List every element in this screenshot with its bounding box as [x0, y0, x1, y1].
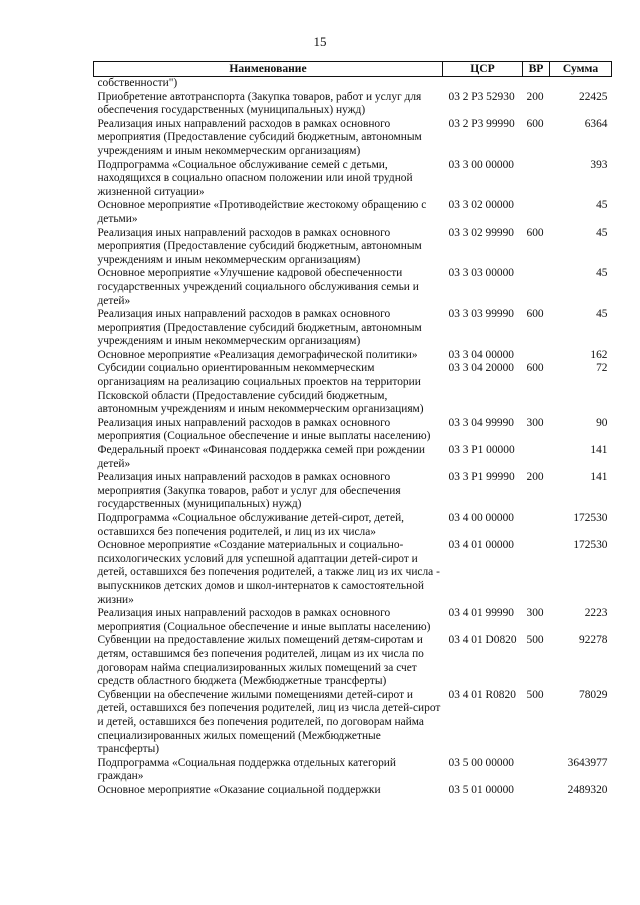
row-vr [523, 757, 550, 784]
row-vr [523, 784, 550, 798]
table-row [94, 349, 612, 363]
table-row [94, 689, 612, 757]
row-name: Субвенции на обеспечение жилыми помещениями детей-сирот и детей, оставшихся без попечения родителей, лиц из числа детей-сирот и детей, оставшихся без попечения родителей, по договорам найма специализированных жилых помещений (Межбюджетные трансферты) [97, 688, 441, 756]
table-header-row [94, 62, 612, 77]
row-sum: 172530 [573, 539, 608, 552]
row-name: Подпрограмма «Социальное обслуживание детей-сирот, детей, оставшихся без попечения родителей, и лиц из их числа» [97, 512, 405, 538]
row-name: Субвенции на предоставление жилых помещений детям-сиротам и детям, оставшимся без попечения родителей, лицам из их числа по договорам найма специализированных жилых помещений за счет средств областного бюджета (Межбюджетные трансферты) [97, 634, 424, 688]
row-csr: 03 3 02 00000 [448, 199, 514, 212]
row-vr: 300 [526, 607, 544, 620]
table-row [94, 444, 612, 471]
table-row [94, 118, 612, 159]
row-vr: 200 [526, 90, 544, 103]
row-name: Реализация иных направлений расходов в рамках основного мероприятия (Социальное обеспечение и иные выплаты населению) [97, 416, 431, 443]
row-sum: 22425 [579, 90, 608, 103]
row-name: Подпрограмма «Социальное обслуживание семей с детьми, находящихся в социально опасном положении или иной трудной жизненной ситуации» [97, 158, 413, 198]
row-name: Подпрограмма «Социальная поддержка отдельных категорий граждан» [97, 756, 396, 783]
row-sum: 45 [596, 226, 608, 239]
row-sum: 393 [590, 158, 608, 171]
row-csr: 03 4 00 00000 [448, 512, 514, 524]
row-name: Реализация иных направлений расходов в рамках основного мероприятия (Социальное обеспечение и иные выплаты населению) [97, 607, 431, 633]
table-row [94, 757, 612, 784]
row-name: Основное мероприятие «Создание материальных и социально-психологических условий для успешной адаптации детей-сирот и детей, оставшихся без попечения родителей, а также лиц из их числа - выпускников детских домов и школ-интернатов к самостоятельной жизни» [97, 539, 440, 606]
row-vr [523, 199, 550, 226]
row-sum: 92278 [579, 634, 608, 647]
row-sum: 90 [596, 416, 608, 429]
row-sum: 162 [590, 348, 608, 361]
row-sum: 78029 [579, 688, 608, 701]
row-csr: 03 5 01 00000 [448, 783, 514, 796]
row-name: Основное мероприятие «Реализация демографической политики» [97, 348, 418, 361]
table-row [94, 512, 612, 539]
table-row [94, 267, 612, 308]
row-csr: 03 3 P1 00000 [448, 444, 515, 457]
table-row [94, 607, 612, 634]
table-row [94, 308, 612, 349]
row-name: Основное мероприятие «Оказание социальной поддержки [97, 783, 381, 796]
row-sum: 172530 [573, 512, 608, 524]
row-vr: 500 [526, 688, 544, 701]
row-sum: 45 [596, 308, 608, 321]
row-name: Субсидии социально ориентированным некоммерческим организациям на реализацию социальных проектов на территории Псковской области (Предоставление субсидий бюджетным, автономным учреждениям и иным некоммерческим организациям) [97, 362, 424, 416]
row-vr: 300 [526, 416, 544, 429]
row-name: Реализация иных направлений расходов в рамках основного мероприятия (Предоставление субсидий бюджетным, автономным учреждениям и иным некоммерческим организациям) [97, 308, 422, 348]
row-vr [523, 539, 550, 607]
row-sum: 2489320 [567, 783, 608, 796]
row-csr: 03 3 03 99990 [448, 308, 514, 321]
row-name: Реализация иных направлений расходов в рамках основного мероприятия (Предоставление субсидий бюджетным, автономным учреждениям и иным некоммерческим организациям) [97, 117, 422, 157]
row-name: Приобретение автотранспорта (Закупка товаров, работ и услуг для обеспечения государственных (муниципальных) нужд) [97, 90, 422, 117]
row-csr: 03 2 P3 99990 [448, 117, 515, 130]
continuation-text: собственности") [97, 77, 178, 89]
row-csr: 03 3 04 99990 [448, 416, 514, 429]
row-csr: 03 3 P1 99990 [448, 471, 515, 484]
table-row [94, 471, 612, 512]
row-vr: 600 [526, 117, 544, 130]
row-csr: 03 5 00 00000 [448, 756, 514, 769]
row-csr: 03 3 04 20000 [448, 362, 514, 375]
table-row [94, 91, 612, 118]
row-name: Основное мероприятие «Противодействие жестокому обращению с детьми» [97, 199, 427, 225]
row-name: Реализация иных направлений расходов в рамках основного мероприятия (Закупка товаров, работ и услуг для обеспечения государственных (муниципальных) нужд) [97, 471, 401, 511]
row-csr: 03 3 03 00000 [448, 267, 514, 280]
table-row [94, 362, 612, 416]
row-sum: 6364 [584, 117, 608, 130]
table-body [94, 77, 612, 798]
table-row [94, 417, 612, 444]
row-sum: 3643977 [567, 756, 608, 769]
row-csr: 03 3 00 00000 [448, 158, 514, 171]
row-csr: 03 4 01 99990 [448, 607, 514, 620]
row-csr: 03 3 04 00000 [448, 348, 514, 361]
header-csr: ЦСР [443, 62, 523, 77]
row-csr: 03 2 P3 52930 [448, 90, 515, 103]
row-vr: 500 [526, 634, 544, 647]
row-name: Основное мероприятие «Улучшение кадровой обеспеченности государственных учреждений социального обслуживания семьи и детей» [97, 267, 419, 307]
row-name: Реализация иных направлений расходов в рамках основного мероприятия (Предоставление субсидий бюджетным, автономным учреждениям и иным некоммерческим организациям) [97, 226, 422, 266]
header-name: Наименование [94, 62, 443, 77]
table-row [94, 159, 612, 200]
row-vr [523, 512, 550, 539]
header-sum: Сумма [550, 62, 612, 77]
table-row [94, 227, 612, 268]
row-sum: 45 [596, 199, 608, 212]
row-name: Федеральный проект «Финансовая поддержка семей при рождении детей» [97, 444, 425, 470]
row-vr: 600 [526, 226, 544, 239]
row-sum: 45 [596, 267, 608, 280]
row-sum: 141 [590, 471, 608, 484]
row-vr: 600 [526, 308, 544, 321]
row-csr: 03 4 01 R0820 [448, 688, 516, 701]
row-vr [523, 444, 550, 471]
row-vr [523, 267, 550, 308]
header-vr: ВР [523, 62, 550, 77]
row-sum: 2223 [584, 607, 608, 620]
table-row [94, 634, 612, 688]
row-csr: 03 3 02 99990 [448, 226, 514, 239]
table-row [94, 199, 612, 226]
table-row [94, 539, 612, 607]
page-number: 15 [313, 34, 327, 49]
row-vr [523, 159, 550, 200]
budget-table [93, 61, 612, 797]
row-sum: 141 [590, 444, 608, 457]
row-vr [523, 349, 550, 363]
row-csr: 03 4 01 00000 [448, 539, 514, 552]
row-sum: 72 [596, 362, 608, 375]
continuation-row [94, 77, 612, 91]
row-vr: 200 [526, 471, 544, 484]
row-csr: 03 4 01 D0820 [448, 634, 517, 647]
row-vr: 600 [526, 362, 544, 375]
table-row [94, 784, 612, 798]
